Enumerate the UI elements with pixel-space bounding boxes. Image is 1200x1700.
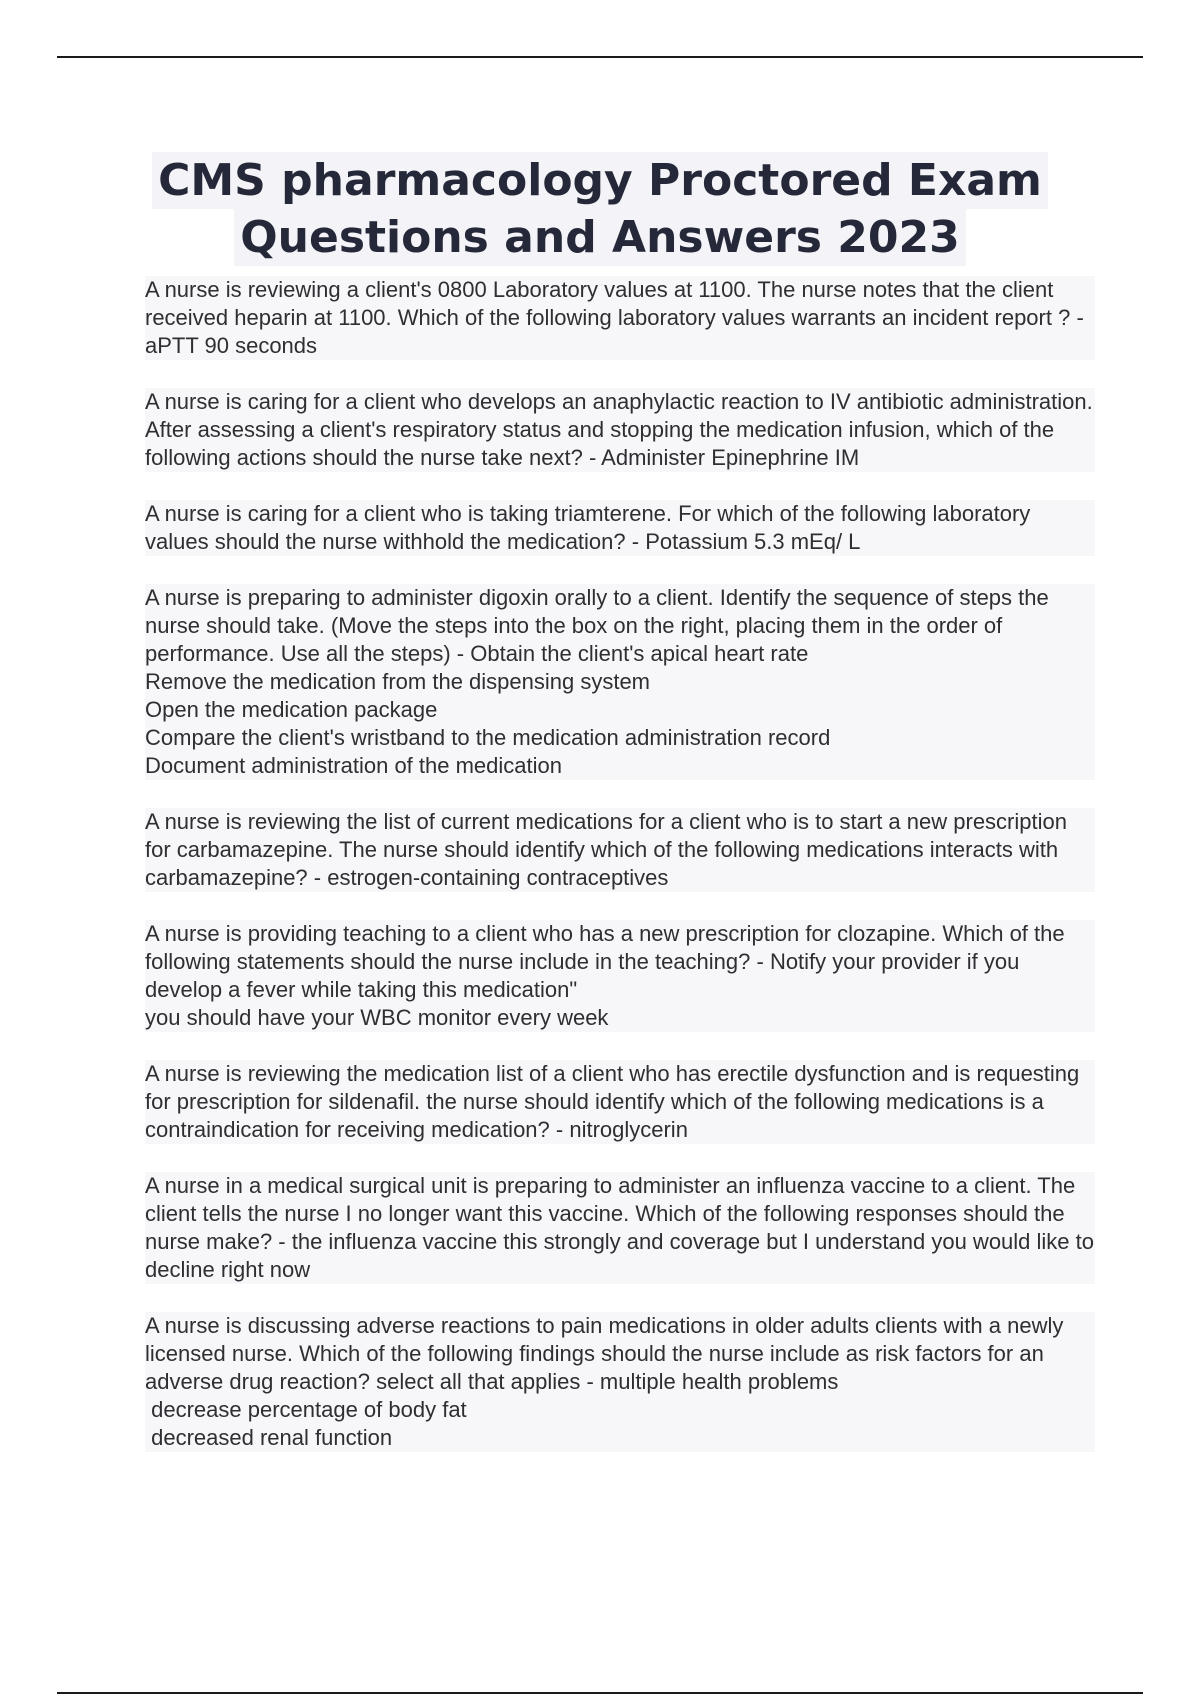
qa-item (145, 584, 1095, 780)
qa-item (145, 1060, 1095, 1144)
qa-item (145, 276, 1095, 360)
top-divider (57, 56, 1143, 58)
document-title (0, 152, 1200, 266)
qa-text: A nurse is reviewing a client's 0800 Laboratory values at 1100. The nurse notes that the client received heparin at 1100. Which of the following laboratory values warrants an incident report ? - aPTT 90 seconds (145, 277, 1084, 358)
bottom-divider (57, 1692, 1143, 1694)
qa-text: A nurse is caring for a client who develops an anaphylactic reaction to IV antibiotic administration. After assessing a client's respiratory status and stopping the medication infusion, which of the following actions should the nurse take next? - Administer Epinephrine IM (145, 389, 1093, 470)
qa-answer-line: decrease percentage of body fat (145, 1397, 467, 1422)
qa-text: A nurse is providing teaching to a client who has a new prescription for clozapine. Which of the following statements should the nurse include in the teaching? - Notify your provider if you develop a fever while taking this medication" (145, 921, 1065, 1002)
qa-item (145, 1172, 1095, 1284)
qa-text: A nurse is reviewing the list of current medications for a client who is to start a new prescription for carbamazepine. The nurse should identify which of the following medications interacts with carbamazepine? - estrogen-containing contraceptives (145, 809, 1067, 890)
qa-item (145, 920, 1095, 1032)
qa-answer-line: decreased renal function (145, 1425, 393, 1450)
qa-item (145, 1312, 1095, 1452)
qa-item (145, 388, 1095, 472)
qa-answer-line: Document administration of the medication (145, 753, 562, 778)
title-line-2: Questions and Answers 2023 (234, 209, 966, 266)
qa-text: A nurse is preparing to administer digoxin orally to a client. Identify the sequence of steps the nurse should take. (Move the steps into the box on the right, placing them in the order of performance. Use all the steps) - Obtain the client's apical heart rate (145, 585, 1049, 666)
qa-text: A nurse is discussing adverse reactions to pain medications in older adults clients with a newly licensed nurse. Which of the following findings should the nurse include as risk factors for an adverse drug reaction? select all that applies - multiple health problems (145, 1313, 1064, 1394)
qa-answer-line: Remove the medication from the dispensing system (145, 669, 651, 694)
title-line-1: CMS pharmacology Proctored Exam (152, 152, 1048, 209)
question-answer-list (145, 276, 1095, 1480)
qa-text: A nurse in a medical surgical unit is preparing to administer an influenza vaccine to a client. The client tells the nurse I no longer want this vaccine. Which of the following responses should the nurse make? - the influenza vaccine this strongly and coverage but I understand you would like to decline right now (145, 1173, 1094, 1282)
qa-item (145, 808, 1095, 892)
qa-item (145, 500, 1095, 556)
qa-answer-line: Compare the client's wristband to the medication administration record (145, 725, 831, 750)
qa-answer-line: Open the medication package (145, 697, 438, 722)
qa-answer-line: you should have your WBC monitor every week (145, 1005, 609, 1030)
qa-text: A nurse is reviewing the medication list of a client who has erectile dysfunction and is requesting for prescription for sildenafil. the nurse should identify which of the following medications is a contraindication for receiving medication? - nitroglycerin (145, 1061, 1080, 1142)
qa-text: A nurse is caring for a client who is taking triamterene. For which of the following laboratory values should the nurse withhold the medication? - Potassium 5.3 mEq/ L (145, 501, 1031, 554)
